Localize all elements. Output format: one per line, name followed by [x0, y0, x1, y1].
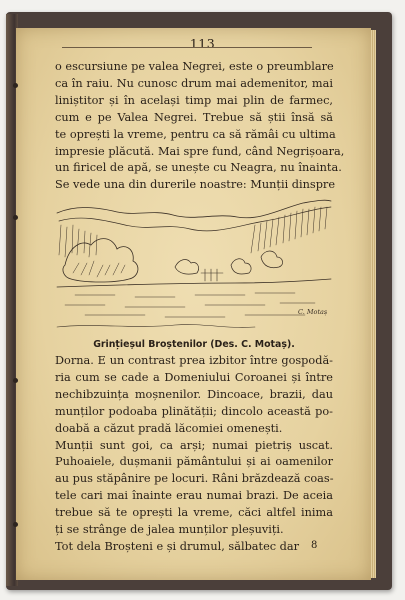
printer-signature-number: 8: [311, 540, 318, 551]
text-line: au pus stăpânire pe locuri. Râni brăzdează coas-: [55, 472, 334, 486]
text-line: Se vede una din durerile noastre: Munții dinspre: [55, 178, 336, 192]
paragraph-top: [55, 59, 345, 194]
text-line: doabă a căzut pradă lăcomiei omenești.: [55, 421, 283, 435]
artist-signature: C. Motaș: [298, 308, 328, 316]
text-line: te oprești la vreme, pentru ca să rămâi cu ultima: [55, 127, 336, 141]
page-edges: [371, 30, 376, 578]
binding-stitch: [13, 522, 18, 527]
text-line: Tot dela Broșteni e și drumul, sălbatec dar: [55, 539, 300, 553]
binding-stitch: [13, 378, 18, 383]
paragraph-bottom: [55, 353, 333, 556]
landscape-illustration: [55, 195, 333, 337]
binding-stitch: [13, 215, 18, 220]
text-line: Dorna. E un contrast prea izbitor între gospodă-: [55, 354, 333, 367]
text-line: liniștitor și în același timp mai plin de farmec,: [55, 93, 333, 107]
text-line: ria cum se cade a Domeniului Coroanei și între: [55, 370, 333, 384]
header-rule: [62, 47, 312, 48]
text-line: tele cari mai înainte erau numai brazi. De aceia: [55, 489, 333, 503]
text-line: nechibzuința moșnenilor. Dincoace, brazii, dau: [55, 387, 333, 401]
text-line: ca în raiu. Nu cunosc drum mai ademenitor, mai: [55, 76, 333, 90]
binding-stitch: [13, 83, 18, 88]
text-line: ți se strânge de jalea munților pleșuviți.: [55, 523, 284, 537]
text-line: Puhoaiele, dușmanii pământului și ai oamenilor: [55, 455, 333, 469]
page-number: 113: [189, 36, 216, 51]
text-line: impresie plăcută. Mai spre fund, când Negrișoara,: [55, 144, 345, 158]
text-line: trebue să te oprești la vreme, căci altfel inima: [55, 506, 333, 520]
text-line: un firicel de apă, se unește cu Neagra, nu înainta.: [55, 161, 342, 175]
text-line: Munții sunt goi, ca arși; numai pietriș uscat.: [55, 438, 333, 452]
text-line: cum e pe Valea Negrei. Trebue să știi însă să: [55, 110, 333, 124]
illustration-caption: Grințieșul Broștenilor (Des. C. Motaș).: [93, 339, 295, 350]
text-line: munților podoaba plinătății; dincolo această po-: [55, 404, 333, 418]
text-line: o escursiune pe valea Negrei, este o preumblare: [55, 60, 334, 73]
